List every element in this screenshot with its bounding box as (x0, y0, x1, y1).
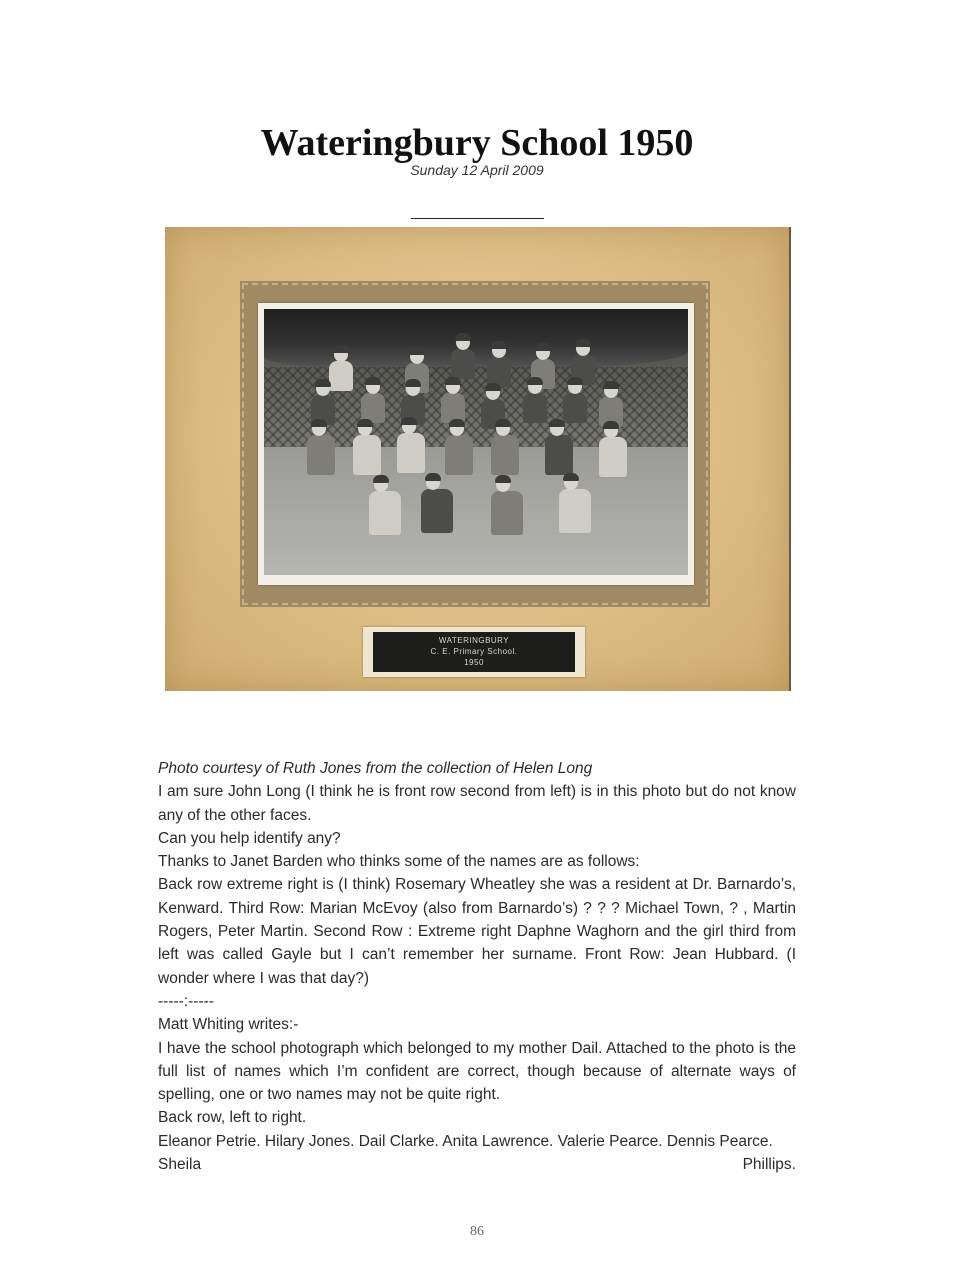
plaque-year: 1950 (464, 658, 484, 667)
paragraph: Back row, left to right. (158, 1109, 307, 1127)
child-figure (352, 421, 382, 477)
paragraph: Eleanor Petrie. Hilary Jones. Dail Clarke. Anita Lawrence. Valerie Pearce. Dennis Pearce. (158, 1132, 773, 1150)
paragraph: Can you help identify any? (158, 829, 341, 847)
class-photo-image (264, 309, 688, 575)
child-figure (562, 379, 588, 423)
child-figure (544, 421, 574, 477)
plaque-school-name: WATERINGBURY (438, 636, 510, 645)
child-figure (368, 477, 402, 537)
separator-text: -----:----- (158, 992, 214, 1010)
paragraph: I have the school photograph which belonged to my mother Dail. Attached to the photo is the full list of names which I’m confident are correct, though because of alternate ways of spelling, one or two names may not be quite right. (158, 1039, 796, 1104)
school-photograph (165, 227, 791, 691)
child-figure (522, 379, 548, 423)
page-number: 86 (470, 1224, 484, 1239)
child-figure (490, 421, 520, 477)
article-body (158, 757, 796, 1176)
post-date: Sunday 12 April 2009 (410, 162, 544, 178)
child-figure (450, 335, 476, 379)
child-figure (490, 477, 524, 537)
child-figure (310, 381, 336, 425)
paragraph: Back row extreme right is (I think) Rosemary Wheatley she was a resident at Dr. Barnardo’s, Kenward. Third Row: Marian McEvoy (also from Barnardo’s) ? ? ? Michael Town, ? , Martin Rogers, Peter Martin. Second Row : Extreme right Daphne Waghorn and the girl third from left was called Gayle but I can’t remember her surname. Front Row: Jean Hubbard. (I wonder where I was that day?) (158, 876, 796, 987)
name-last: Phillips. (742, 1156, 796, 1174)
names-continuation (158, 1153, 796, 1176)
paragraph: Thanks to Janet Barden who thinks some of the names are as follows: (158, 853, 640, 871)
child-figure (598, 423, 628, 479)
child-figure (444, 421, 474, 477)
title-divider (411, 218, 544, 219)
child-figure (486, 343, 512, 387)
child-figure (558, 475, 592, 535)
school-name-plaque (363, 627, 585, 677)
child-figure (396, 419, 426, 475)
name-first: Sheila (158, 1156, 202, 1174)
child-figure (306, 421, 336, 477)
page-title: Wateringbury School 1950 (260, 122, 694, 164)
child-figure (360, 379, 386, 423)
photo-caption: Photo courtesy of Ruth Jones from the collection of Helen Long (158, 760, 593, 777)
paragraph: I am sure John Long (I think he is front row second from left) is in this photo but do not know any of the other faces. (158, 783, 796, 824)
child-figure (440, 379, 466, 423)
paragraph: Matt Whiting writes:- (158, 1016, 299, 1034)
child-figure (420, 475, 454, 535)
plaque-school-type: C. E. Primary School. (430, 647, 518, 656)
